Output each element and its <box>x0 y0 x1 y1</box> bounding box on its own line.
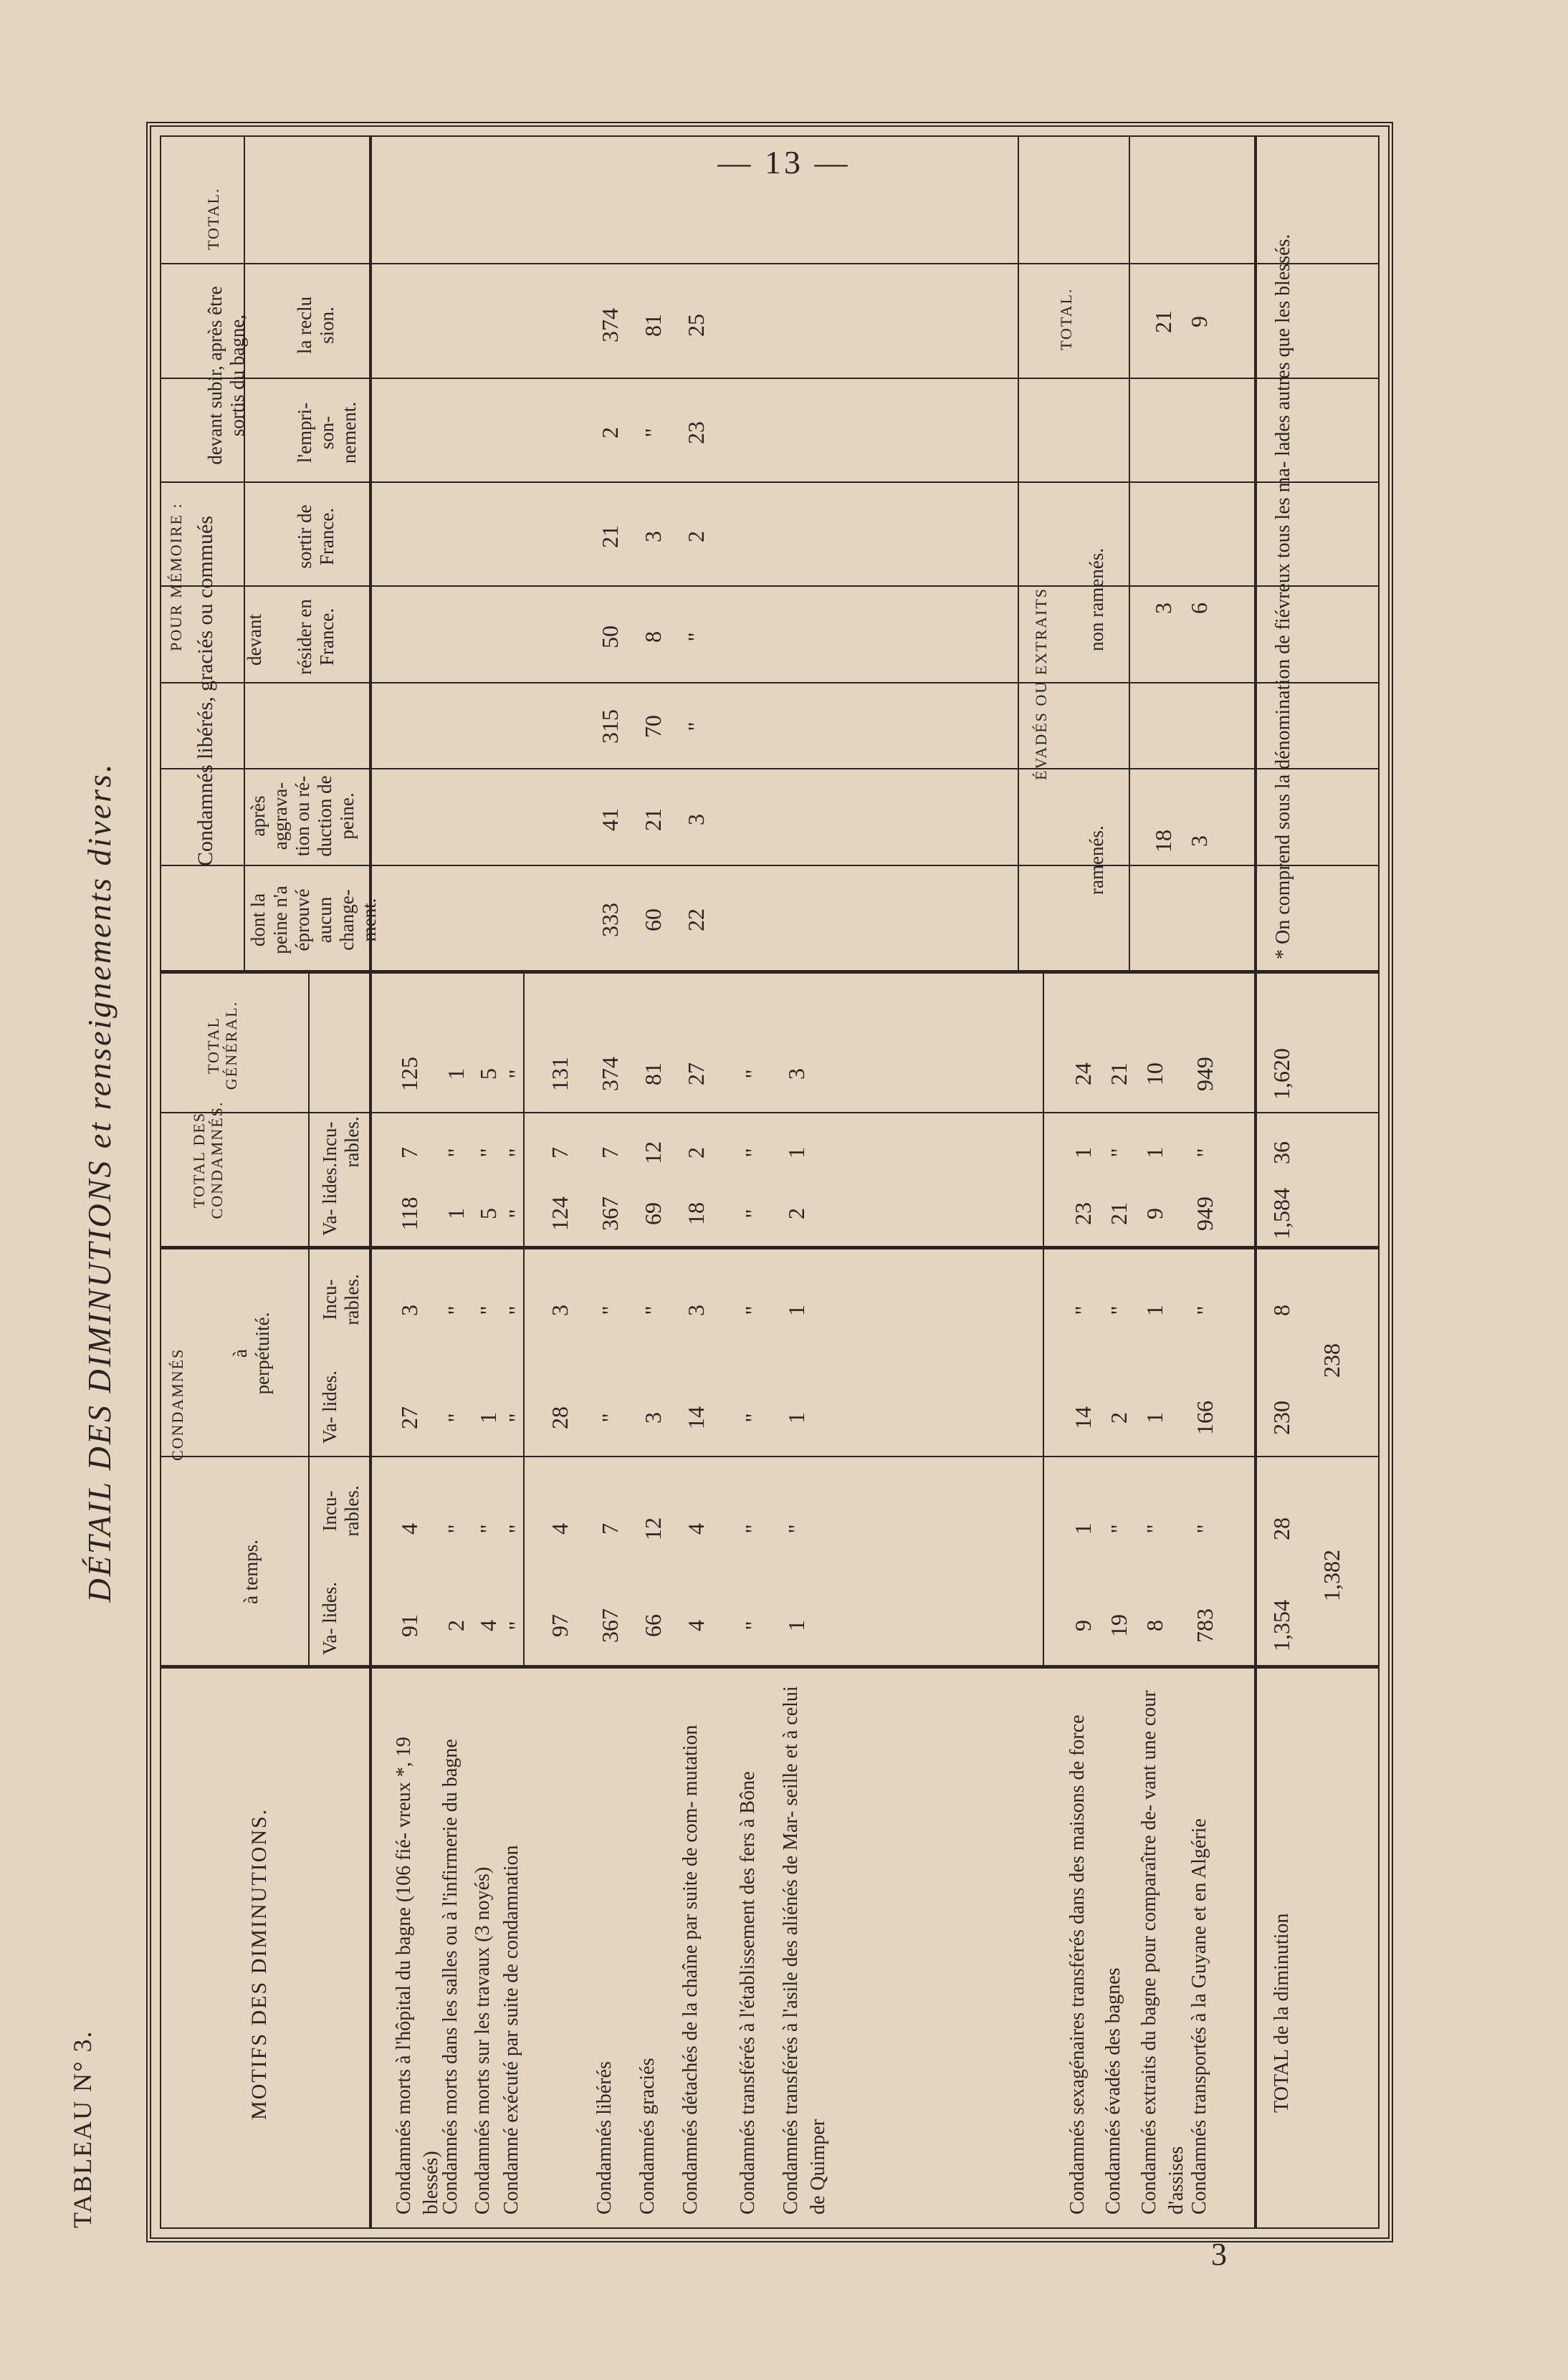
memo-empr: 3 <box>640 531 666 542</box>
a-temps-header: à temps. <box>240 1540 262 1604</box>
total-des-condamnes-header: TOTAL DES CONDAMNÉS. <box>190 1100 226 1219</box>
evades-header: ÉVADÉS OU EXTRAITS <box>1032 587 1050 780</box>
cell-tg: 24 <box>1070 1062 1096 1085</box>
memo-resider: 315 <box>597 709 623 744</box>
cell-ip: " <box>475 1305 501 1315</box>
cell-vt: 8 <box>1142 1620 1167 1631</box>
total-it: 28 <box>1268 1517 1294 1540</box>
motifs-header: MOTIFS DES DIMINUTIONS. <box>247 1808 271 2120</box>
cell-it: 1 <box>1070 1523 1096 1535</box>
cell-ip: " <box>1106 1305 1132 1315</box>
cell-vt: 19 <box>1106 1614 1132 1637</box>
cell-ti: " <box>740 1148 766 1158</box>
pour-memoire-header: POUR MÉMOIRE : <box>167 502 185 651</box>
cell-tg: 131 <box>547 1057 573 1091</box>
cell-ip: 1 <box>783 1305 809 1316</box>
evades-total: 9 <box>1186 316 1212 327</box>
condamnes-liberes-header: Condamnés libérés, graciés ou commués <box>193 515 217 866</box>
cell-vp: 27 <box>396 1406 422 1429</box>
cell-vp: " <box>597 1413 623 1423</box>
cell-tv: 69 <box>640 1202 666 1225</box>
evades-non_ramenes: 6 <box>1186 603 1212 614</box>
cell-ip: " <box>640 1305 666 1315</box>
resider-header: résider en France. <box>294 599 338 675</box>
row-label: Condamnés morts dans les salles ou à l'infirmerie du bagne <box>439 1739 462 2215</box>
row-label: Condamnés morts sur les travaux (3 noyés) <box>472 1866 494 2215</box>
total-perp-sum: 238 <box>1319 1343 1344 1378</box>
cell-vp: 1 <box>475 1412 501 1424</box>
footnote: * On comprend sous la dénomination de fiévreux tous les ma- lades autres que les blessés. <box>1272 234 1294 959</box>
cell-tv: 18 <box>683 1202 709 1225</box>
cell-ip: 3 <box>547 1305 573 1316</box>
evades-total-header: TOTAL. <box>1057 287 1075 350</box>
cell-tv: 5 <box>475 1208 501 1219</box>
row-label: Condamnés extraits du bagne pour comparaître de- vant une cour d'assises <box>1138 1690 1187 2215</box>
cell-ti: " <box>475 1148 501 1158</box>
memo-dont: 333 <box>597 903 623 937</box>
memo-recl: 23 <box>683 421 709 444</box>
evades-ramenes: 3 <box>1186 835 1212 847</box>
cell-vt: 4 <box>475 1620 501 1631</box>
incurables-header-3: Incu- rables. <box>319 1116 363 1168</box>
cell-vp: 1 <box>783 1412 809 1424</box>
sortir-header: sortir de France. <box>294 504 338 569</box>
cell-vt: 783 <box>1192 1608 1218 1643</box>
cell-ti: 2 <box>683 1147 709 1158</box>
cell-vp: 1 <box>1142 1412 1167 1424</box>
memo-empr: 21 <box>597 525 623 548</box>
memo-dont: 60 <box>640 908 666 931</box>
cell-ti: " <box>443 1148 469 1158</box>
signature-mark: 3 <box>1211 2237 1227 2272</box>
cell-tg: 27 <box>683 1062 709 1085</box>
cell-vt: 91 <box>396 1614 422 1637</box>
cell-tg: 125 <box>396 1057 422 1091</box>
cell-ip: " <box>443 1305 469 1315</box>
cell-it: 4 <box>396 1523 422 1535</box>
cell-tg: 949 <box>1192 1057 1218 1091</box>
cell-vt: 66 <box>640 1614 666 1637</box>
cell-vt: " <box>740 1621 766 1631</box>
cell-tg: " <box>504 1069 530 1079</box>
total-ti: 36 <box>1268 1141 1294 1164</box>
cell-tg: 1 <box>443 1068 469 1080</box>
cell-ip: " <box>597 1305 623 1315</box>
memo-empr: 2 <box>683 531 709 542</box>
cell-it: 4 <box>683 1523 709 1535</box>
tableau-label: TABLEAU N° 3. <box>68 2030 97 2228</box>
cell-tv: 367 <box>597 1196 623 1231</box>
cell-it: " <box>783 1524 809 1534</box>
total-temps-sum: 1,382 <box>1319 1550 1344 1601</box>
cell-it: " <box>443 1524 469 1534</box>
cell-tv: 2 <box>783 1208 809 1219</box>
total-label: TOTAL de la diminution <box>1271 1913 1293 2113</box>
cell-vp: " <box>504 1413 530 1423</box>
a-perpetuite-header: à perpétuité. <box>229 1312 274 1395</box>
cell-it: " <box>1192 1524 1218 1534</box>
memo-apres: 21 <box>640 808 666 831</box>
cell-tv: 9 <box>1142 1208 1167 1219</box>
valides-header-3: Va- lides. <box>319 1163 340 1236</box>
reclusion-header: la reclu sion. <box>294 296 338 355</box>
memo-total: 25 <box>683 314 709 337</box>
memo-sortir: 50 <box>597 625 623 648</box>
cell-vp: 2 <box>1106 1412 1132 1424</box>
incurables-header-1: Incu- rables. <box>319 1485 363 1537</box>
cell-vt: 9 <box>1070 1620 1096 1631</box>
total-vp: 230 <box>1268 1401 1294 1435</box>
cell-it: " <box>504 1524 530 1534</box>
cell-ti: " <box>1106 1148 1132 1158</box>
row-label: Condamnés transférés à l'établissement des fers à Bône <box>737 1771 759 2215</box>
devant-subir-header: devant subir, après être sortis du bagne, <box>204 286 249 465</box>
total-general-header: TOTAL GÉNÉRAL. <box>204 1000 241 1090</box>
memo-total: 374 <box>597 308 623 342</box>
cell-ip: 1 <box>1142 1305 1167 1316</box>
memo-sortir: " <box>683 632 709 642</box>
emprisonnement-header: l'empri- son- nement. <box>294 401 360 464</box>
cell-ti: " <box>1192 1148 1218 1158</box>
total-tv: 1,584 <box>1268 1188 1294 1239</box>
page-number: — 13 — <box>717 144 851 181</box>
cell-it: " <box>475 1524 501 1534</box>
cell-ip: " <box>1192 1305 1218 1315</box>
row-label: Condamnés graciés <box>636 2058 659 2215</box>
memo-recl: " <box>640 428 666 438</box>
cell-ti: 1 <box>1142 1147 1167 1158</box>
cell-ti: 1 <box>783 1147 809 1158</box>
cell-it: " <box>740 1524 766 1534</box>
cell-vp: 14 <box>1070 1406 1096 1429</box>
cell-ti: " <box>504 1148 530 1158</box>
cell-tv: 23 <box>1070 1202 1096 1225</box>
cell-ti: 12 <box>640 1141 666 1164</box>
cell-vt: " <box>504 1621 530 1631</box>
cell-tv: 21 <box>1106 1202 1132 1225</box>
cell-tv: " <box>504 1209 530 1219</box>
incurables-header-2: Incu- rables. <box>319 1274 363 1325</box>
cell-it: " <box>1106 1524 1132 1534</box>
dont-peine-header: dont la peine n'a éprouvé aucun change- ment. <box>247 886 381 954</box>
cell-tg: 81 <box>640 1062 666 1085</box>
cell-tg: 10 <box>1142 1062 1167 1085</box>
memo-recl: 2 <box>597 427 623 438</box>
total-ip: 8 <box>1268 1305 1294 1316</box>
row-label: Condamnés morts à l'hôpital du bagne (106 fié- vreux *, 19 blessés) <box>393 1737 442 2215</box>
cell-ti: 1 <box>1070 1147 1096 1158</box>
row-label: Condamnés détachés de la chaîne par suite de com- mutation <box>679 1724 702 2215</box>
cell-tv: 949 <box>1192 1196 1218 1231</box>
cell-tv: 118 <box>396 1196 422 1231</box>
cell-vt: 367 <box>597 1608 623 1643</box>
cell-vt: 4 <box>683 1620 709 1631</box>
apres-aggravation-header: après aggrava- tion ou ré- duction de peine. <box>247 775 358 857</box>
row-label: Condamnés évadés des bagnes <box>1102 1967 1124 2215</box>
cell-vp: 166 <box>1192 1401 1218 1435</box>
cell-it: 4 <box>547 1523 573 1535</box>
cell-it: 7 <box>597 1523 623 1535</box>
memo-apres: 41 <box>597 808 623 831</box>
valides-header-2: Va- lides. <box>319 1371 340 1444</box>
devant-header: devant <box>244 614 265 666</box>
row-label: Condamnés transportés à la Guyane et en Algérie <box>1188 1818 1210 2215</box>
cell-tg: 374 <box>597 1057 623 1091</box>
evades-total: 21 <box>1150 310 1176 333</box>
cell-tg: " <box>740 1069 766 1079</box>
evades-ramenes: 18 <box>1150 830 1176 853</box>
cell-tv: 124 <box>547 1196 573 1231</box>
row-label: Condamnés sexagénaires transférés dans des maisons de force <box>1066 1714 1089 2215</box>
table-title: DÉTAIL DES DIMINUTIONS et renseignements divers. <box>81 762 118 1603</box>
cell-tv: " <box>740 1209 766 1219</box>
memo-apres: 3 <box>683 814 709 825</box>
cell-vp: " <box>443 1413 469 1423</box>
cell-tv: 1 <box>443 1208 469 1219</box>
cell-ti: 7 <box>396 1147 422 1158</box>
row-label: Condamné exécuté par suite de condamnation <box>500 1845 522 2215</box>
cell-ti: 7 <box>547 1147 573 1158</box>
cell-it: 12 <box>640 1517 666 1540</box>
condamnes-header: CONDAMNÉS <box>168 1348 186 1461</box>
memo-total-header: TOTAL. <box>204 187 222 250</box>
memo-total: 81 <box>640 314 666 337</box>
non-ramenes-header: non ramenés. <box>1086 548 1107 651</box>
valides-header-1: Va- lides. <box>319 1582 340 1655</box>
memo-dont: 22 <box>683 908 709 931</box>
cell-ip: " <box>740 1305 766 1315</box>
row-label: Condamnés transférés à l'asile des aliénés de Mar- seille et à celui de Quimper <box>780 1686 829 2215</box>
table-body <box>160 135 1380 2229</box>
total-vt: 1,354 <box>1268 1600 1294 1651</box>
cell-ip: " <box>504 1305 530 1315</box>
cell-vt: 1 <box>783 1620 809 1631</box>
cell-vp: 14 <box>683 1406 709 1429</box>
cell-ip: 3 <box>396 1305 422 1316</box>
cell-vt: 2 <box>443 1620 469 1631</box>
rotated-table-area <box>67 122 1400 2242</box>
ramenes-header: ramenés. <box>1086 825 1107 895</box>
cell-vt: 97 <box>547 1614 573 1637</box>
cell-tg: 21 <box>1106 1062 1132 1085</box>
cell-vp: 3 <box>640 1412 666 1424</box>
memo-sortir: 8 <box>640 631 666 643</box>
memo-resider: " <box>683 721 709 731</box>
cell-tg: 5 <box>475 1068 501 1080</box>
cell-ip: 3 <box>683 1305 709 1316</box>
cell-ip: " <box>1070 1305 1096 1315</box>
row-label: Condamnés libérés <box>593 2061 616 2215</box>
cell-vp: " <box>740 1413 766 1423</box>
cell-vp: 28 <box>547 1406 573 1429</box>
memo-resider: 70 <box>640 715 666 738</box>
cell-tg: 3 <box>783 1068 809 1080</box>
table-frame <box>146 122 1393 2242</box>
cell-ti: 7 <box>597 1147 623 1158</box>
cell-it: " <box>1142 1524 1167 1534</box>
total-tg: 1,620 <box>1268 1048 1294 1100</box>
evades-non_ramenes: 3 <box>1150 603 1176 614</box>
